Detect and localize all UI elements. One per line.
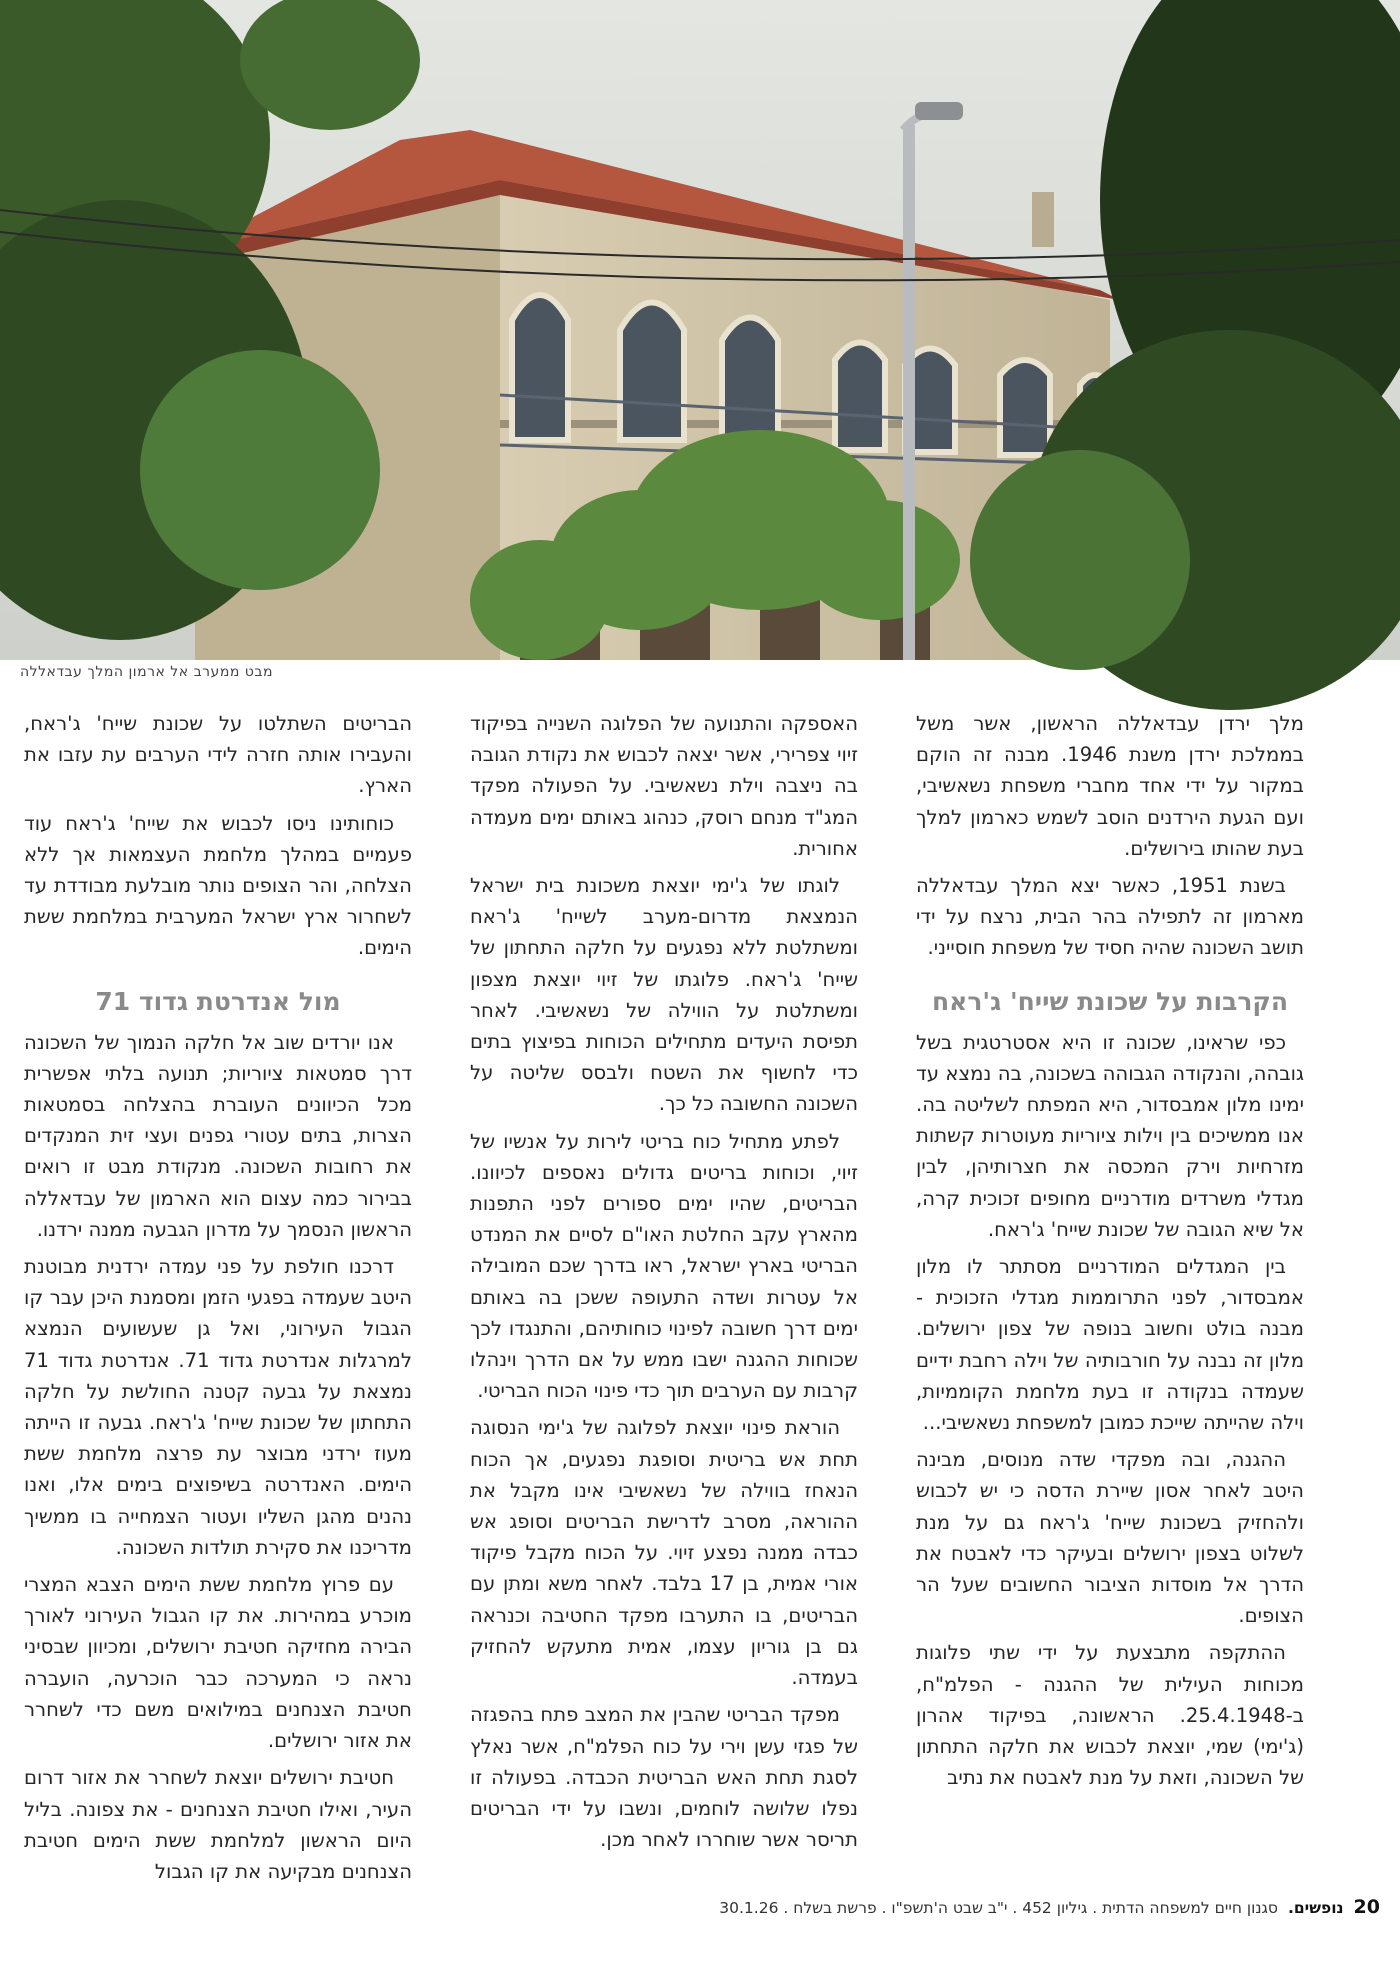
paragraph: ההגנה, ובה מפקדי שדה מנוסים, מבינה היטב לאחר אסון שיירת הדסה כי יש לכבוש ולהחזיק בשכונת שייח' ג'ראח גם על מנת לשלוט בצפון ירושלים ובעיקר כדי לאבטח את הדרך אל מוסדות הציבור החשובים שעל הר הצופים. — [916, 1448, 1304, 1628]
paragraph: בשנת 1951, כאשר יצא המלך עבדאללה מארמון זה לתפילה בהר הבית, נרצח על ידי תושב השכונה שהיה חסיד של משפחת חוסייני. — [916, 874, 1304, 960]
paragraph: חטיבת ירושלים יוצאת לשחרר את אזור דרום העיר, ואילו חטיבת הצנחנים - את צפונה. בליל היום הראשון למלחמת ששת הימים חטיבת הצנחנים מבקיעה את קו הגבול — [24, 1766, 412, 1883]
paragraph: דרכנו חולפת על פני עמדה ירדנית מבוטנת היטב שעמדה בפגעי הזמן ומסמנת היכן עבר קו הגבול העירוני, ואל גן שעשועים הנמצא למרגלות אנדרטת גדוד 71. אנדרטת גדוד 71 נמצאת על גבעה קטנה החולשת על חלקה התחתון של שכונת שייח' ג'ראח. גבעה זו הייתה מעוז ירדני מבוצר עת פרצה מלחמת ששת הימים. האנדרטה בשיפוצים בימים אלו, ואנו נהנים מהגן השליו ועטור הצמחייה בו ממשיך מדריכנו את סקירת תולדות השכונה. — [24, 1255, 412, 1559]
chimney — [1032, 192, 1054, 247]
hero-photo — [0, 0, 1400, 660]
article-column-right — [916, 708, 1304, 1848]
paragraph: הוראת פינוי יוצאת לפלוגה של ג'ימי הנסוגה תחת אש בריטית וסופגת נפגעים, אך הכוח הנאחז בווילה של נשאשיבי אינו מקבל את ההוראה, מסרב לדרישת הבריטים וסופג אש כבדה ממנה נפצע זיוי. על הכוח מקבל פיקוד אורי אמית, בן 17 בלבד. לאחר משא ומתן עם הבריטים, בו התערבו מפקד החטיבה וכנראה גם בן גוריון עצמו, אמית מתעקש להחזיק בעמדה. — [470, 1416, 859, 1690]
paragraph: ההתקפה מתבצעת על ידי שתי פלוגות מכוחות העילית של ההגנה - הפלמ"ח, ב-25.4.1948. הראשונה, בפיקוד אהרון (ג'ימי) שמי, יוצאת לכבוש את חלקה התחתון של השכונה, וזאת על מנת לאבטח את נתיב — [916, 1641, 1304, 1790]
paragraph: מפקד הבריטי שהבין את המצב פתח בהפגזה של פגזי עשן וירי על כוח הפלמ"ח, אשר נאלץ לסגת תחת האש הבריטית הכבדה. בפעולה זו נפלו שלושה לוחמים, ונשבו על ידי הבריטים תריסר אשר שוחררו לאחר מכן. — [470, 1703, 858, 1852]
article-column-left — [24, 708, 412, 1883]
palace-photo-illustration — [0, 0, 1400, 660]
article-column-middle — [470, 708, 859, 1852]
magazine-name: נופשים. — [1288, 1899, 1344, 1917]
paragraph: הבריטים השתלטו על שכונת שייח' ג'ראח, והעבירו אותה חזרה לידי הערבים עת עזבו את הארץ. — [24, 712, 412, 798]
page-footer — [20, 1896, 1380, 1926]
paragraph: לפתע מתחיל כוח בריטי לירות על אנשיו של זיוי, וכוחות בריטים גדולים נאספים לכיוונו. הבריטים, שהיו ימים ספורים לפני התפנות מהארץ עקב החלטת האו"ם לסיים את המנדט הבריטי בארץ ישראל, ראו בדרך שכם המובילה אל עטרות ושדה התעופה ששכן בה באותם ימים דרך חשובה לפינוי כוחותיהם, והתנגדו לכך שכוחות ההגנה ישבו ממש על אם הדרך וינהלו קרבות עם הערבים תוך כדי פינוי הכוח הבריטי. — [470, 1129, 858, 1403]
section-heading: הקרבות על שכונת שייח' ג'ראח — [932, 986, 1288, 1016]
paragraph: לוגתו של ג'ימי יוצאת משכונת בית ישראל הנמצאת מדרום-מערב לשייח' ג'ראח ומשתלטת ללא נפגעים על חלקה התחתון של שייח' ג'ראח. פלוגתו של זיוי יוצאת מצפון ומשתלטת על הווילה של נשאשיבי. לאחר תפיסת היעדים מתחילים הכוחות בפיצוץ בתים כדי לחשוף את השטח ולבסס שליטה על השכונה החשובה כל כך. — [470, 874, 858, 1116]
paragraph: כוחותינו ניסו לכבוש את שייח' ג'ראח עוד פעמיים במהלך מלחמת העצמאות אך ללא הצלחה, והר הצופים נותר מובלעת מבודדת עד לשחרור ארץ ישראל המערבית במלחמת ששת הימים. — [24, 811, 412, 960]
paragraph: אנו יורדים שוב אל חלקה הנמוך של השכונה דרך סמטאות ציוריות; תנועה בלתי אפשרית מכל הכיוונים העוברת בהצלחה בסמטאות הצרות, בתים עטורי גפנים ועצי זית המנקדים את רחובות השכונה. מנקודת מבט זו רואים בבירור כמה עצום הוא הארמון של עבדאללה הראשון הנסמך על מדרון הגבעה ממנה ירדנו. — [24, 1030, 412, 1241]
paragraph: עם פרוץ מלחמת ששת הימים הצבא המצרי מוכרע במהירות. את קו הגבול העירוני לאורך הבירה מחזיקה חטיבת ירושלים, ומכיוון שבסיני נראה כי המערכה כבר הוכרעה, הועברה חטיבת הצנחנים במילואים משם כדי לשחרר את אזור ירושלים. — [24, 1573, 412, 1753]
paragraph: האספקה והתנועה של הפלוגה השנייה בפיקוד זיוי צפרירי, אשר יצאה לכבוש את נקודת הגובה בה ניצבה וילת נשאשיבי. על הפעולה מפקד המג"ד מנחם רוסק, כנהוג באותם ימים מעמדה אחורית. — [470, 712, 858, 860]
paragraph: כפי שראינו, שכונה זו היא אסטרטגית בשל גובהה, והנקודה הגבוהה בשכונה, בה נמצא עד ימינו מלון אמבסדור, היא המפתח לשליטה בה. אנו ממשיכים בין וילות ציוריות מעוטרות קשתות מזרחיות וירק המכסה את חצרותיהן, לבין מגדלי משרדים מודרניים מחופים זכוכית קרה, אל שיא הגובה של שכונת שייח' ג'ראח. — [916, 1030, 1304, 1241]
photo-caption: מבט ממערב אל ארמון המלך עבדאללה — [20, 664, 273, 680]
paragraph: מלך ירדן עבדאללה הראשון, אשר משל בממלכת ירדן משנת 1946. מבנה זה הוקם במקור על ידי אחד מחברי משפחת נשאשיבי, ועם הגעת הירדנים הוסב לשמש כארמון למלך בעת שהותו בירושלים. — [916, 712, 1304, 860]
issue-details: סגנון חיים למשפחה הדתית . גיליון 452 . י"ב שבט ה'תשפ"ו . פרשת בשלח . 30.1.26 — [719, 1899, 1278, 1917]
page-number: 20 — [1353, 1896, 1380, 1918]
section-heading: מול אנדרטת גדוד 71 — [95, 986, 341, 1016]
paragraph: בין המגדלים המודרניים מסתתר לו מלון אמבסדור, לפני התרוממות מגדלי הזכוכית - מבנה בולט וחשוב בנופה של צפון ירושלים. מלון זה נבנה על חורבותיה של וילה רחבת ידיים שעמדה בנקודה זו בעת מלחמת הקוממיות, וילה שהייתה שייכת כמובן למשפחת נשאשיבי... — [916, 1255, 1304, 1435]
